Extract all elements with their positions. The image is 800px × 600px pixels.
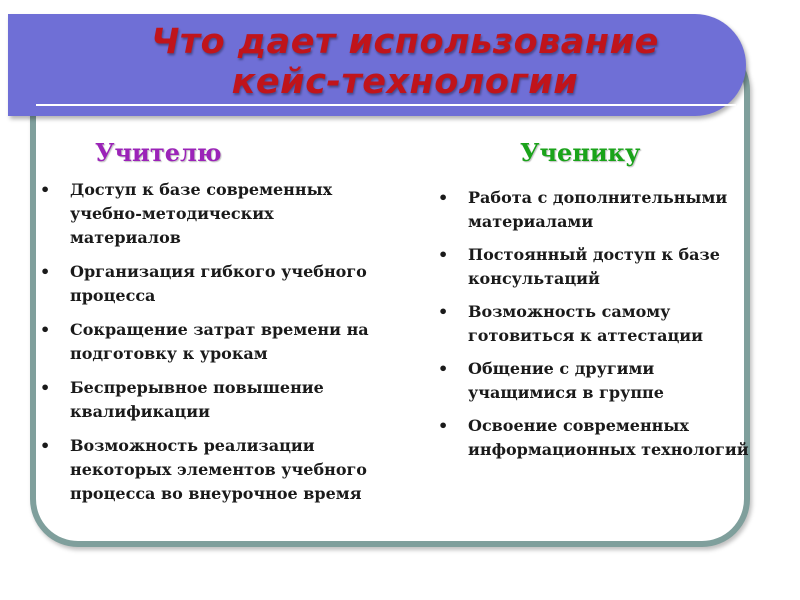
list-item-text: Организация гибкого учебного процесса	[70, 262, 367, 305]
bullet-icon: •	[438, 302, 449, 321]
list-item	[436, 243, 786, 291]
banner-divider	[36, 104, 736, 106]
bullet-icon: •	[40, 436, 51, 455]
heading-teacher: Учителю	[95, 138, 222, 167]
list-item	[38, 376, 398, 424]
bullet-icon: •	[40, 262, 51, 281]
list-item-text: Работа с дополнительными материалами	[468, 188, 728, 231]
bullet-icon: •	[438, 359, 449, 378]
list-item	[38, 434, 398, 506]
title-line-1: Что дает использование	[151, 22, 659, 62]
bullet-icon: •	[438, 188, 449, 207]
bullet-icon: •	[40, 180, 51, 199]
heading-student: Ученику	[520, 138, 641, 167]
list-item	[436, 357, 786, 405]
teacher-benefits-list	[38, 178, 398, 516]
bullet-icon: •	[438, 245, 449, 264]
list-item	[436, 414, 786, 462]
bullet-icon: •	[438, 416, 449, 435]
list-item	[38, 260, 398, 308]
list-item-text: Возможность реализации некоторых элементов учебного процесса во внеурочное время	[70, 436, 367, 503]
list-item	[38, 318, 398, 366]
list-item-text: Сокращение затрат времени на подготовку к урокам	[70, 320, 369, 363]
list-item-text: Беспрерывное повышение квалификации	[70, 378, 324, 421]
list-item-text: Возможность самому готовиться к аттестации	[468, 302, 704, 345]
list-item-text: Освоение современных информационных технологий	[468, 416, 749, 459]
bullet-icon: •	[40, 320, 51, 339]
list-item-text: Постоянный доступ к базе консультаций	[468, 245, 720, 288]
student-benefits-list	[436, 186, 786, 471]
list-item-text: Доступ к базе современных учебно-методических материалов	[70, 180, 333, 247]
slide-title	[120, 22, 690, 102]
list-item-text: Общение с другими учащимися в группе	[468, 359, 664, 402]
bullet-icon: •	[40, 378, 51, 397]
list-item	[436, 186, 786, 234]
list-item	[38, 178, 398, 250]
title-line-2: кейс-технологии	[231, 62, 579, 102]
list-item	[436, 300, 786, 348]
